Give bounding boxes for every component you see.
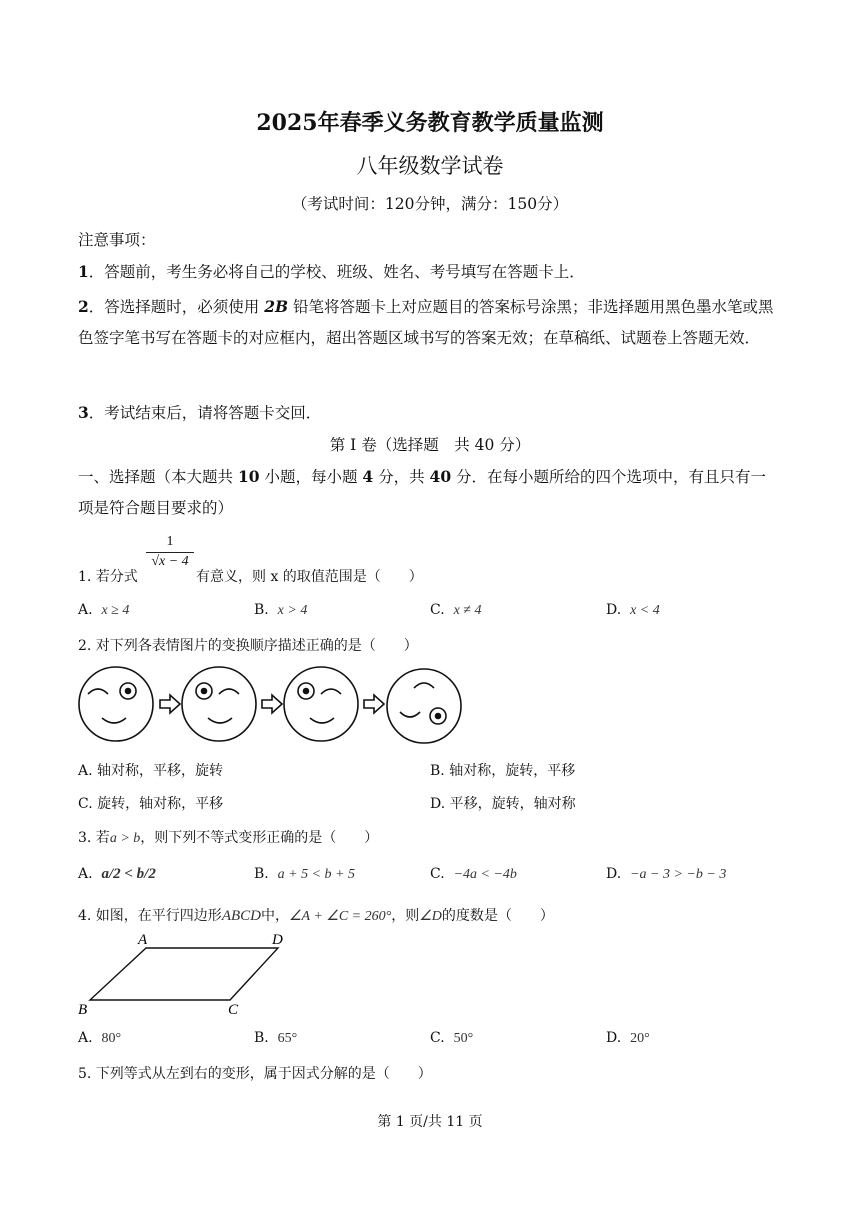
emoji-face-4 (387, 669, 461, 743)
section-intro: 一、选择题（本大题共 10 小题，每小题 4 分，共 40 分．在每小题所给的四个选项中，有且只有一项是符合题目要求的） (78, 467, 767, 517)
question-1-stem-a: 1. 若分式 (78, 569, 138, 585)
emoji-face-3 (284, 667, 358, 741)
question-5-stem: 5. 下列等式从左到右的变形，属于因式分解的是（ ） (78, 1066, 432, 1082)
q2-option-a[interactable]: A. 轴对称，平移，旋转 (78, 763, 224, 779)
emoji-face-2 (182, 667, 256, 741)
q1-option-c[interactable]: C. x ≠ 4 (430, 602, 482, 618)
notice-item-2: 2．答选择题时，必须使用 2B 铅笔将答题卡上对应题目的答案标号涂黑；非选择题用黑色墨水笔或黑色签字笔书写在答题卡的对应框内，超出答题区域书写的答案无效；在草稿纸、试题卷上答题无效． (78, 297, 774, 347)
q4-option-c[interactable]: C. 50° (430, 1030, 474, 1046)
parallelogram-shape (90, 948, 278, 1000)
arrow-icon (364, 695, 384, 713)
q2-option-c[interactable]: C. 旋转，轴对称，平移 (78, 796, 224, 812)
arrow-icon (262, 695, 282, 713)
question-3-stem: 3. 若a > b，则下列不等式变形正确的是（ ） (78, 830, 379, 846)
question-4-stem: 4. 如图，在平行四边形ABCD中，∠A + ∠C = 260°，则∠D的度数是（ ） (78, 908, 554, 924)
exam-title: 2025年春季义务教育教学质量监测 (256, 110, 604, 136)
question-2-stem: 2. 对下列各表情图片的变换顺序描述正确的是（ ） (78, 638, 418, 654)
q4-option-a[interactable]: A. 80° (78, 1030, 122, 1046)
section-heading: 第 I 卷（选择题 共 40 分） (329, 436, 531, 454)
q4-option-d[interactable]: D. 20° (606, 1030, 650, 1046)
notice-item-3: 3．考试结束后，请将答题卡交回． (78, 403, 322, 422)
vertex-label-d: D (272, 932, 283, 948)
exam-subtitle: 八年级数学试卷 (356, 154, 504, 178)
q1-option-a[interactable]: A. x ≥ 4 (78, 602, 130, 618)
q3-option-b[interactable]: B. a + 5 < b + 5 (254, 866, 355, 882)
vertex-label-b: B (78, 1002, 88, 1018)
vertex-label-a: A (138, 932, 148, 948)
q2-emoji-sequence (74, 664, 474, 748)
q1-fraction (146, 534, 194, 570)
q1-option-b[interactable]: B. x > 4 (254, 602, 308, 618)
notice-item-1: 1．答题前，考生务必将自己的学校、班级、姓名、考号填写在答题卡上． (78, 262, 585, 281)
question-1-stem-b: 有意义，则 x 的取值范围是（ ） (196, 569, 423, 585)
q3-option-a[interactable]: A. a/2 < b/2 (78, 866, 156, 882)
q3-option-c[interactable]: C. −4a < −4b (430, 866, 517, 882)
arrow-icon (160, 695, 180, 713)
page-number: 第 1 页/共 11 页 (377, 1114, 483, 1130)
q2-option-d[interactable]: D. 平移，旋转，轴对称 (430, 796, 576, 812)
q4-parallelogram-figure (74, 928, 294, 1020)
q1-option-d[interactable]: D. x < 4 (606, 602, 660, 618)
q4-option-b[interactable]: B. 65° (254, 1030, 298, 1046)
q3-option-d[interactable]: D. −a − 3 > −b − 3 (606, 866, 727, 882)
exam-info: （考试时间：120分钟，满分：150分） (291, 195, 569, 213)
q1-fraction-numerator: 1 (166, 534, 174, 549)
vertex-label-c: C (228, 1002, 239, 1018)
emoji-face-1 (79, 667, 153, 741)
notice-heading: 注意事项： (78, 231, 156, 249)
q1-fraction-denominator: √x − 4 (146, 552, 194, 570)
q2-option-b[interactable]: B. 轴对称，旋转，平移 (430, 763, 576, 779)
